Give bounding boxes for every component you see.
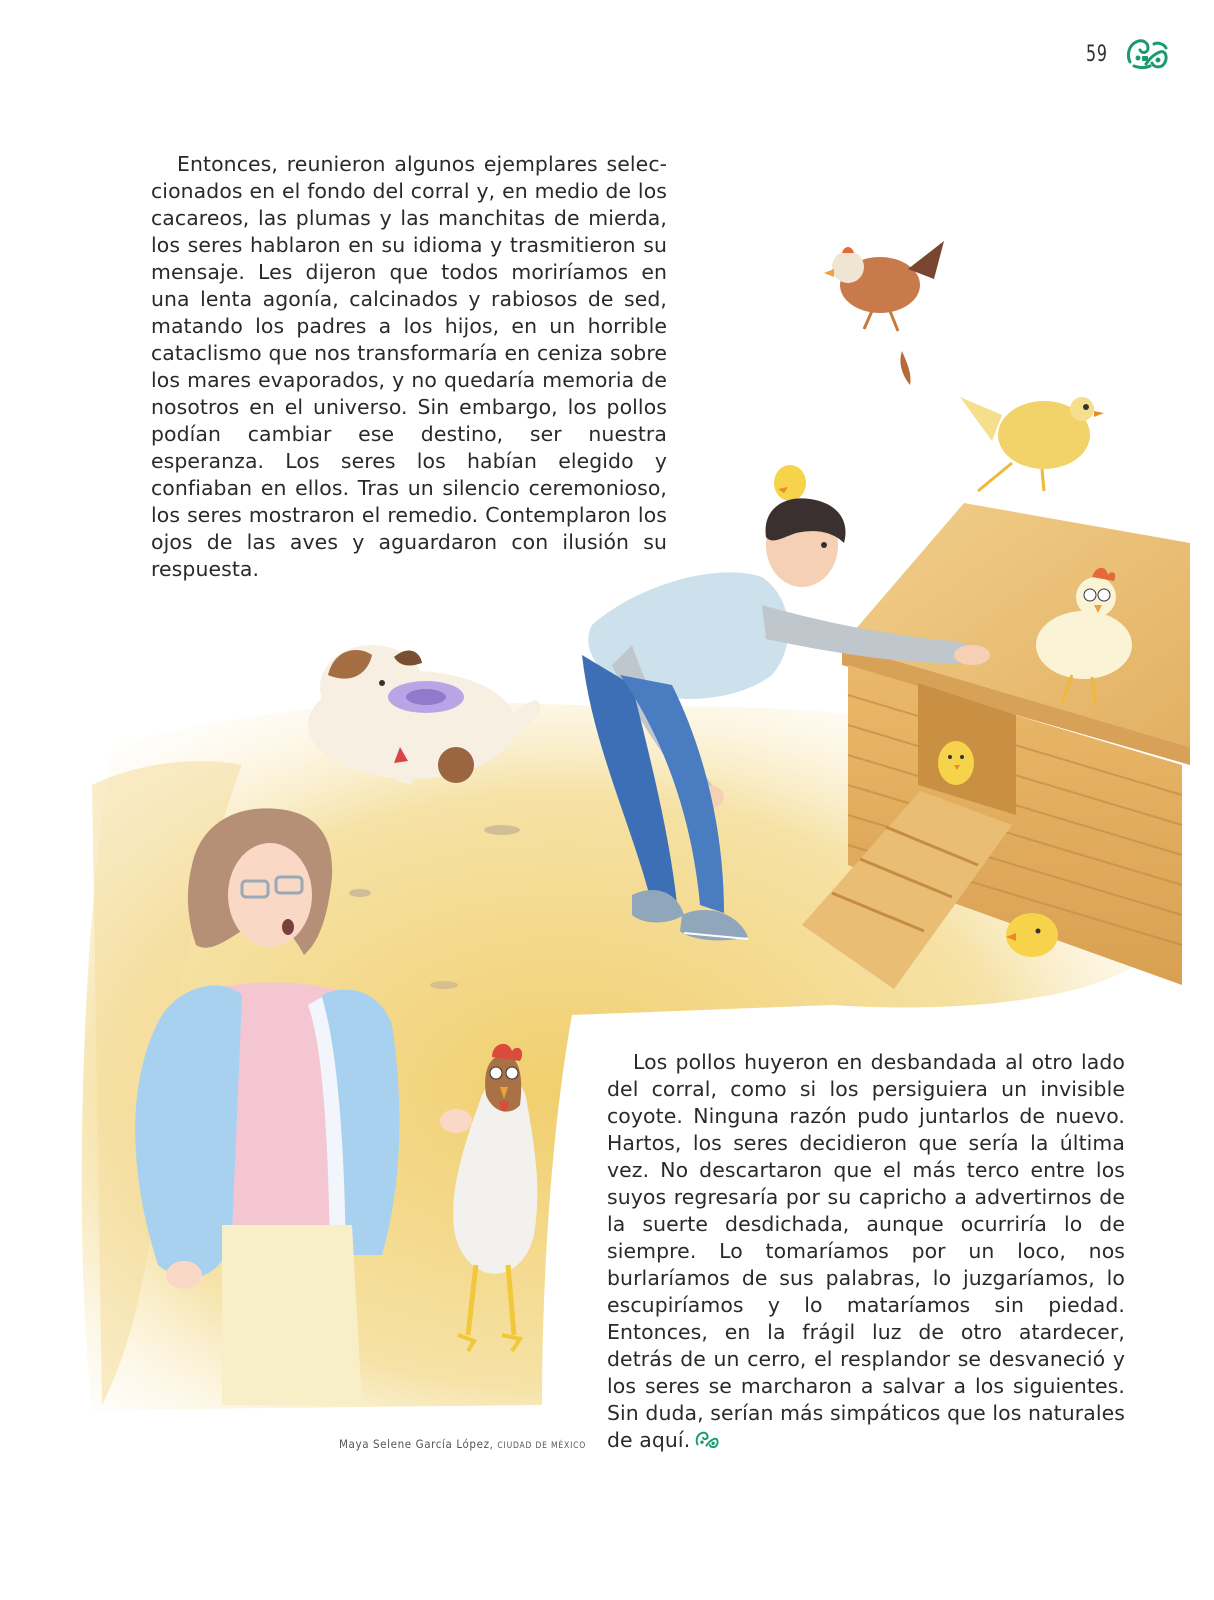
story-paragraph-1 — [151, 151, 667, 583]
page-number: 59 — [1086, 42, 1108, 67]
paragraph-2-wrapper — [607, 1049, 1125, 1454]
paragraph-1-text: Entonces, reunieron algunos ejemplares seleccionados en el fondo del corral y, en medio de los cacareos, las plumas y las manchitas de mierda, los seres hablaron en su idioma y trasmitieron su mensaje. Les dijeron que todos moriríamos en una lenta agonía, calcinados y rabiosos de sed, matando los padres a los hijos, en un horrible cataclismo que nos transformaría en ceniza sobre los mares evaporados, y no quedaría memoria de nosotros en el universo. Sin embargo, los pollos podían cambiar ese destino, ser nuestra esperanza. Los seres los habían elegido y confiaban en ellos. Tras un silencio ceremonioso, los seres mostraron el remedio. Contemplaron los ojos de las aves y aguardaron con ilusión su respuesta. — [151, 152, 667, 581]
credit-author: Maya Selene García López, — [339, 1437, 494, 1451]
illustration-credit — [339, 1437, 586, 1451]
flying-brown-hen — [824, 241, 944, 385]
chicken-coop — [802, 503, 1190, 989]
story-paragraph-2 — [607, 1049, 1125, 1454]
chick-near-ramp — [1006, 913, 1058, 957]
flying-yellow-chicken — [960, 397, 1104, 491]
decorative-glyph-end-icon — [694, 1430, 720, 1450]
paragraph-2-text: Los pollos huyeron en desbandada al otro lado del corral, como si los persiguiera un invisible coyote. Ninguna razón pudo juntarlos de nuevo. Hartos, los seres decidieron que sería la última vez. No descartaron que el más terco entre los suyos regresaría por su capricho a advertirnos de la suerte desdichada, aunque ocurriría lo de siempre. Lo tomaríamos por un loco, nos burlaríamos de sus palabras, lo juzgaríamos, lo escupiríamos y lo mataríamos sin piedad. Entonces, en la frágil luz de otro atardecer, detrás de un cerro, el resplandor se desvaneció y los seres se marcharon a salvar a los siguientes. Sin duda, serían más simpáticos que los naturales de aquí. — [607, 1050, 1125, 1452]
credit-place: CIUDAD DE MÉXICO — [497, 1441, 587, 1451]
decorative-glyph-logo-icon — [1124, 36, 1170, 72]
